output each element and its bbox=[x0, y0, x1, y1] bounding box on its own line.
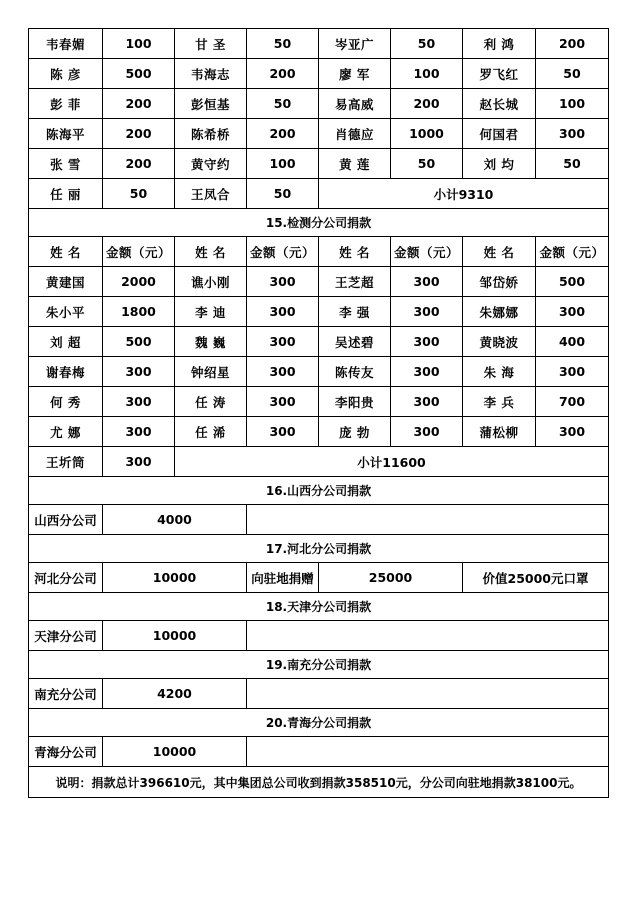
subtotal-label: 小计9310 bbox=[319, 179, 609, 209]
table-row bbox=[29, 417, 609, 447]
donor-amount: 300 bbox=[247, 387, 319, 417]
donor-name: 尤 娜 bbox=[29, 417, 103, 447]
subtotal-label: 小计11600 bbox=[175, 447, 609, 477]
branch-label: 山西分公司 bbox=[29, 505, 103, 535]
donor-amount: 300 bbox=[536, 417, 609, 447]
branch-amount: 10000 bbox=[103, 737, 247, 767]
donor-amount: 500 bbox=[103, 327, 175, 357]
section-title-row bbox=[29, 477, 609, 505]
header-name: 姓 名 bbox=[319, 237, 391, 267]
header-amount: 金额（元） bbox=[536, 237, 609, 267]
table-row bbox=[29, 119, 609, 149]
branch-amount: 4200 bbox=[103, 679, 247, 709]
branch-donation-note: 价值25000元口罩 bbox=[463, 563, 609, 593]
donor-name: 李 强 bbox=[319, 297, 391, 327]
donor-amount: 100 bbox=[247, 149, 319, 179]
donor-amount: 300 bbox=[103, 417, 175, 447]
donor-amount: 300 bbox=[103, 387, 175, 417]
donor-name: 黄晓波 bbox=[463, 327, 536, 357]
donor-name: 陈 彦 bbox=[29, 59, 103, 89]
donor-name: 黄守约 bbox=[175, 149, 247, 179]
donor-amount: 50 bbox=[247, 89, 319, 119]
section-title-row bbox=[29, 651, 609, 679]
donor-name: 魏 巍 bbox=[175, 327, 247, 357]
donor-amount: 200 bbox=[247, 59, 319, 89]
branch-row bbox=[29, 505, 609, 535]
section-title-row bbox=[29, 709, 609, 737]
donor-amount: 200 bbox=[247, 119, 319, 149]
table-row bbox=[29, 89, 609, 119]
donor-amount: 200 bbox=[536, 29, 609, 59]
donor-amount: 300 bbox=[103, 357, 175, 387]
table-row bbox=[29, 327, 609, 357]
donor-name: 任 浠 bbox=[175, 417, 247, 447]
donor-name: 王凤合 bbox=[175, 179, 247, 209]
donor-amount: 50 bbox=[536, 59, 609, 89]
column-header-row bbox=[29, 237, 609, 267]
branch-amount: 4000 bbox=[103, 505, 247, 535]
donor-amount: 300 bbox=[391, 417, 463, 447]
donor-name: 朱小平 bbox=[29, 297, 103, 327]
donor-name: 张 雪 bbox=[29, 149, 103, 179]
branch-row bbox=[29, 737, 609, 767]
donor-name: 邹岱娇 bbox=[463, 267, 536, 297]
donor-name: 何 秀 bbox=[29, 387, 103, 417]
donor-amount: 300 bbox=[536, 297, 609, 327]
donor-name: 韦春媚 bbox=[29, 29, 103, 59]
section-title-19: 19.南充分公司捐款 bbox=[29, 651, 609, 679]
donor-name: 廖 军 bbox=[319, 59, 391, 89]
donor-amount: 50 bbox=[536, 149, 609, 179]
donor-name: 李阳贵 bbox=[319, 387, 391, 417]
donor-name: 甘 圣 bbox=[175, 29, 247, 59]
header-name: 姓 名 bbox=[29, 237, 103, 267]
table-subtotal-row bbox=[29, 179, 609, 209]
donor-name: 李 兵 bbox=[463, 387, 536, 417]
donor-amount: 200 bbox=[103, 149, 175, 179]
donor-name: 岑亚广 bbox=[319, 29, 391, 59]
donor-name: 彭 菲 bbox=[29, 89, 103, 119]
branch-label: 青海分公司 bbox=[29, 737, 103, 767]
section-title-row bbox=[29, 209, 609, 237]
donor-name: 易高威 bbox=[319, 89, 391, 119]
donor-name: 蒲松柳 bbox=[463, 417, 536, 447]
footer-note-row bbox=[29, 767, 609, 798]
donor-amount: 500 bbox=[103, 59, 175, 89]
donor-name: 陈传友 bbox=[319, 357, 391, 387]
section-title-17: 17.河北分公司捐款 bbox=[29, 535, 609, 563]
donor-amount: 500 bbox=[536, 267, 609, 297]
donor-amount: 700 bbox=[536, 387, 609, 417]
donor-amount: 50 bbox=[247, 179, 319, 209]
donor-name: 任 涛 bbox=[175, 387, 247, 417]
donor-amount: 300 bbox=[391, 267, 463, 297]
donor-name: 王圻筒 bbox=[29, 447, 103, 477]
donor-amount: 50 bbox=[391, 29, 463, 59]
table-row bbox=[29, 149, 609, 179]
donor-name: 何国君 bbox=[463, 119, 536, 149]
branch-donation-amount: 25000 bbox=[319, 563, 463, 593]
table-row bbox=[29, 29, 609, 59]
donation-table bbox=[28, 28, 609, 798]
donor-name: 陈希桥 bbox=[175, 119, 247, 149]
donor-name: 刘 超 bbox=[29, 327, 103, 357]
section-title-row bbox=[29, 593, 609, 621]
section-title-row bbox=[29, 535, 609, 563]
donor-amount: 2000 bbox=[103, 267, 175, 297]
donor-name: 陈海平 bbox=[29, 119, 103, 149]
donor-name: 利 鸿 bbox=[463, 29, 536, 59]
donor-name: 朱 海 bbox=[463, 357, 536, 387]
donor-name: 肖德应 bbox=[319, 119, 391, 149]
donor-amount: 300 bbox=[247, 327, 319, 357]
donor-name: 王芝超 bbox=[319, 267, 391, 297]
donor-amount: 50 bbox=[391, 149, 463, 179]
donor-amount: 300 bbox=[536, 357, 609, 387]
donor-amount: 50 bbox=[103, 179, 175, 209]
donor-name: 黄 莲 bbox=[319, 149, 391, 179]
donor-name: 罗飞红 bbox=[463, 59, 536, 89]
donor-name: 谯小刚 bbox=[175, 267, 247, 297]
donor-amount: 100 bbox=[391, 59, 463, 89]
table-row bbox=[29, 267, 609, 297]
header-amount: 金额（元） bbox=[103, 237, 175, 267]
donor-amount: 300 bbox=[391, 327, 463, 357]
branch-label: 天津分公司 bbox=[29, 621, 103, 651]
donor-name: 朱娜娜 bbox=[463, 297, 536, 327]
donor-amount: 200 bbox=[103, 119, 175, 149]
branch-donation-label: 向驻地捐赠 bbox=[247, 563, 319, 593]
donor-name: 李 迪 bbox=[175, 297, 247, 327]
table-body bbox=[29, 29, 609, 798]
donor-name: 任 丽 bbox=[29, 179, 103, 209]
branch-extra bbox=[247, 679, 609, 709]
branch-row bbox=[29, 679, 609, 709]
donor-name: 刘 均 bbox=[463, 149, 536, 179]
header-amount: 金额（元） bbox=[391, 237, 463, 267]
branch-label: 河北分公司 bbox=[29, 563, 103, 593]
donor-amount: 200 bbox=[391, 89, 463, 119]
donor-amount: 300 bbox=[391, 297, 463, 327]
donor-amount: 300 bbox=[247, 417, 319, 447]
header-name: 姓 名 bbox=[463, 237, 536, 267]
branch-extra bbox=[247, 737, 609, 767]
donor-amount: 400 bbox=[536, 327, 609, 357]
branch-amount: 10000 bbox=[103, 621, 247, 651]
donor-amount: 200 bbox=[103, 89, 175, 119]
table-row bbox=[29, 387, 609, 417]
donor-name: 彭恒基 bbox=[175, 89, 247, 119]
donor-name: 吴述碧 bbox=[319, 327, 391, 357]
header-name: 姓 名 bbox=[175, 237, 247, 267]
donor-amount: 1800 bbox=[103, 297, 175, 327]
table-row bbox=[29, 297, 609, 327]
table-subtotal-row bbox=[29, 447, 609, 477]
donor-amount: 300 bbox=[536, 119, 609, 149]
branch-extra bbox=[247, 505, 609, 535]
donor-name: 赵长城 bbox=[463, 89, 536, 119]
branch-row bbox=[29, 621, 609, 651]
donor-name: 黄建国 bbox=[29, 267, 103, 297]
donor-name: 韦海志 bbox=[175, 59, 247, 89]
branch-label: 南充分公司 bbox=[29, 679, 103, 709]
table-row bbox=[29, 59, 609, 89]
footer-note: 说明：捐款总计396610元，其中集团总公司收到捐款358510元，分公司向驻地捐款38100元。 bbox=[29, 767, 609, 798]
branch-amount: 10000 bbox=[103, 563, 247, 593]
section-title-16: 16.山西分公司捐款 bbox=[29, 477, 609, 505]
table-row bbox=[29, 357, 609, 387]
donor-amount: 300 bbox=[391, 357, 463, 387]
donor-amount: 300 bbox=[247, 357, 319, 387]
donor-amount: 50 bbox=[247, 29, 319, 59]
section-title-20: 20.青海分公司捐款 bbox=[29, 709, 609, 737]
donor-name: 钟绍星 bbox=[175, 357, 247, 387]
donor-name: 谢春梅 bbox=[29, 357, 103, 387]
branch-extra bbox=[247, 621, 609, 651]
donor-amount: 300 bbox=[247, 297, 319, 327]
header-amount: 金额（元） bbox=[247, 237, 319, 267]
donor-amount: 300 bbox=[103, 447, 175, 477]
donor-amount: 100 bbox=[103, 29, 175, 59]
donor-name: 庞 勃 bbox=[319, 417, 391, 447]
donor-amount: 300 bbox=[247, 267, 319, 297]
section-title-18: 18.天津分公司捐款 bbox=[29, 593, 609, 621]
branch-row bbox=[29, 563, 609, 593]
donor-amount: 100 bbox=[536, 89, 609, 119]
donor-amount: 300 bbox=[391, 387, 463, 417]
donor-amount: 1000 bbox=[391, 119, 463, 149]
section-title-15: 15.检测分公司捐款 bbox=[29, 209, 609, 237]
